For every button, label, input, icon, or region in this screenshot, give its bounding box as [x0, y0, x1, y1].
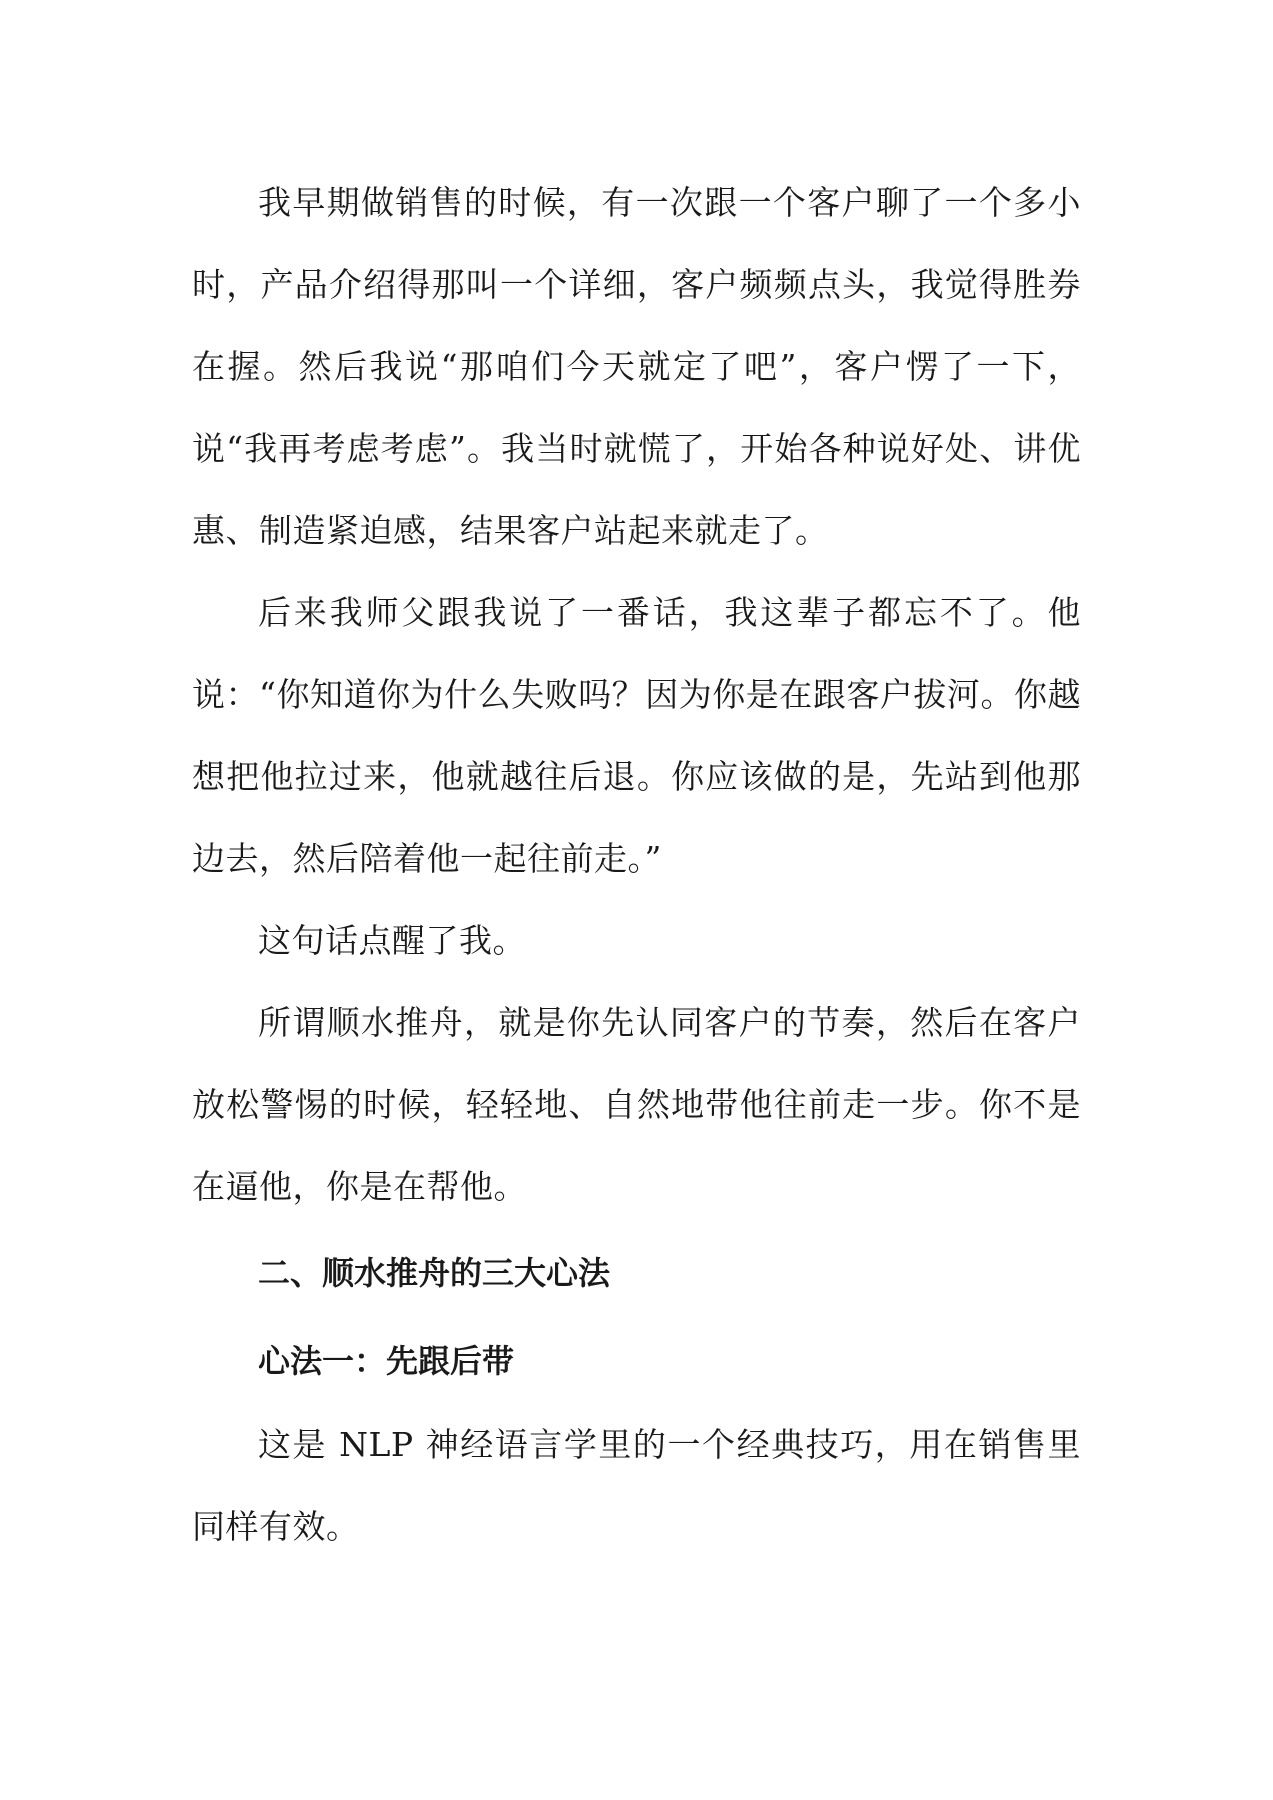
- paragraph-nlp-technique: 这是 NLP 神经语言学里的一个经典技巧，用在销售里同样有效。: [192, 1425, 1081, 1546]
- paragraph-realization: 这句话点醒了我。: [258, 921, 526, 960]
- section-heading: 二、顺水推舟的三大心法: [258, 1254, 611, 1292]
- paragraph-master-advice: 后来我师父跟我说了一番话，我这辈子都忘不了。他说：“你知道你为什么失败吗？因为你是在跟客户拔河。你越想把他拉过来，他就越往后退。你应该做的是，先站到他那边去，然后陪着他一起往前走。”: [192, 593, 1081, 878]
- paragraph-early-sales-story: 我早期做销售的时候，有一次跟一个客户聊了一个多小时，产品介绍得那叫一个详细，客户频频点头，我觉得胜券在握。然后我说“那咱们今天就定了吧”，客户愣了一下，说“我再考虑考虑”。我当时就慌了，开始各种说好处、讲优惠、制造紧迫感，结果客户站起来就走了。: [192, 183, 1081, 550]
- subsection-heading: 心法一：先跟后带: [258, 1342, 515, 1380]
- document-body: [192, 162, 1081, 1568]
- paragraph-definition: 所谓顺水推舟，就是你先认同客户的节奏，然后在客户放松警惕的时候，轻轻地、自然地带他往前走一步。你不是在逼他，你是在帮他。: [192, 1003, 1081, 1206]
